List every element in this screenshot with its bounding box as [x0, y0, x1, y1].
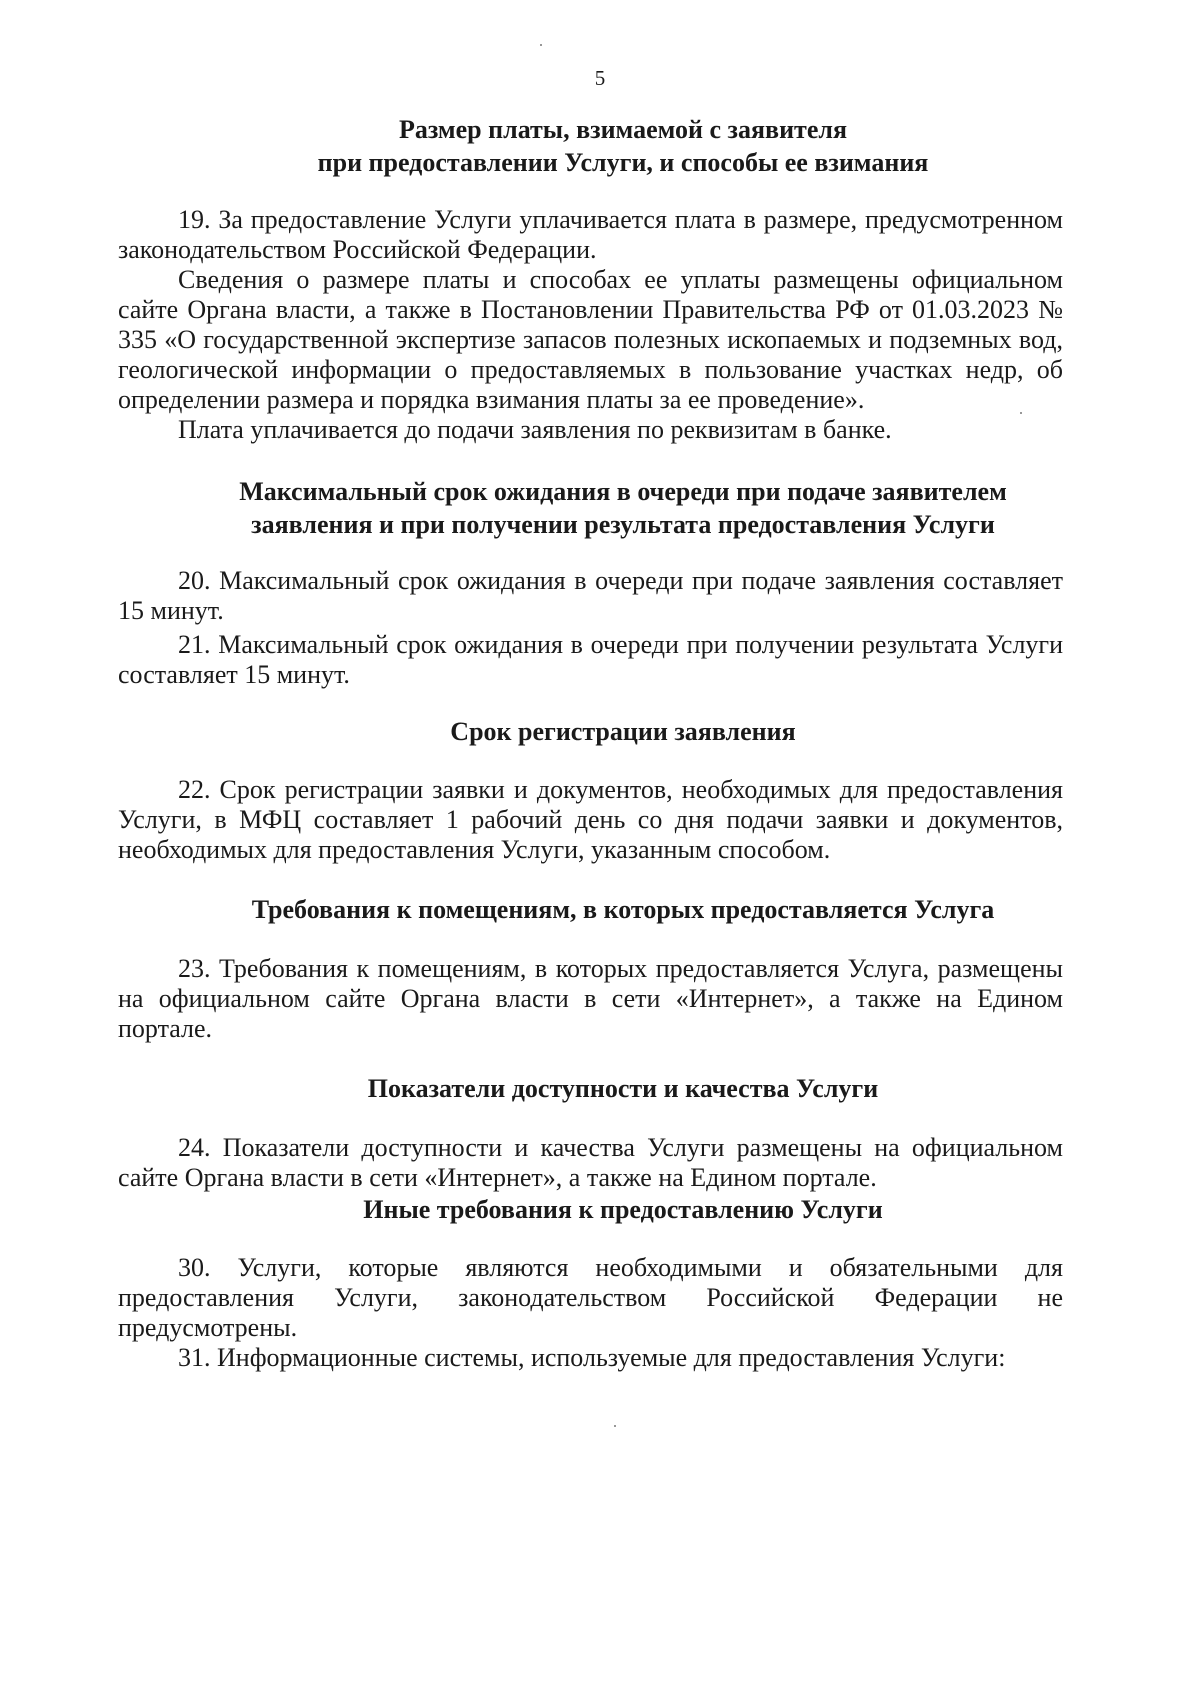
heading-line: заявления и при получении результата предоставления Услуги — [251, 510, 995, 539]
paragraph: 30. Услуги, которые являются необходимыми и обязательными для предоставления Услуги, законодательством Российской Федерации не предусмотрены. — [118, 1253, 1063, 1342]
section-heading-quality — [118, 1072, 1128, 1105]
heading-line: Показатели доступности и качества Услуги — [367, 1074, 879, 1103]
heading-line: Размер платы, взимаемой с заявителя — [398, 115, 848, 144]
scan-speck — [614, 1425, 616, 1427]
paragraph: Плата уплачивается до подачи заявления по реквизитам в банке. — [178, 415, 892, 444]
section-heading-queue-time — [118, 475, 1128, 541]
paragraph: 20. Максимальный срок ожидания в очереди при подаче заявления составляет 15 минут. — [118, 566, 1063, 625]
section-body-other-requirements — [118, 1253, 1063, 1373]
section-heading-other-requirements — [118, 1193, 1128, 1226]
heading-line: Срок регистрации заявления — [450, 717, 796, 746]
section-body-registration — [118, 775, 1063, 865]
scan-speck — [1020, 412, 1022, 414]
heading-line: Максимальный срок ожидания в очереди при подаче заявителем — [239, 477, 1007, 506]
paragraph: 19. За предоставление Услуги уплачивается плата в размере, предусмотренном законодательством Российской Федерации. — [118, 205, 1063, 264]
paragraph: 23. Требования к помещениям, в которых предоставляется Услуга, размещены на официальном сайте Органа власти в сети «Интернет», а также на Едином портале. — [118, 954, 1063, 1043]
heading-line: Иные требования к предоставлению Услуги — [363, 1195, 883, 1224]
paragraph: Сведения о размере платы и способах ее уплаты размещены официальном сайте Органа власти, а также в Постановлении Правительства РФ от 01.03.2023 № 335 «О государственной экспертизе запасов полезных ископаемых и подземных вод, геологической информации о предоставляемых в пользование участках недр, об определении размера и порядка взимания платы за ее проведение». — [118, 265, 1063, 414]
section-body-queue-time — [118, 566, 1063, 690]
section-body-quality — [118, 1133, 1063, 1193]
paragraph: 31. Информационные системы, используемые для предоставления Услуги: — [178, 1343, 1006, 1372]
section-heading-fee — [118, 113, 1128, 179]
section-heading-registration — [118, 715, 1128, 748]
heading-line: при предоставлении Услуги, и способы ее взимания — [317, 148, 929, 177]
scan-speck — [540, 44, 542, 46]
paragraph: 22. Срок регистрации заявки и документов, необходимых для предоставления Услуги, в МФЦ составляет 1 рабочий день со дня подачи заявки и документов, необходимых для предоставления Услуги, указанным способом. — [118, 775, 1063, 864]
section-heading-premises — [118, 893, 1128, 926]
paragraph: 24. Показатели доступности и качества Услуги размещены на официальном сайте Органа власти в сети «Интернет», а также на Едином портале. — [118, 1133, 1063, 1192]
section-body-premises — [118, 954, 1063, 1044]
section-body-fee — [118, 205, 1063, 445]
page-number: 5 — [594, 66, 606, 90]
heading-line: Требования к помещениям, в которых предоставляется Услуга — [251, 895, 995, 924]
paragraph: 21. Максимальный срок ожидания в очереди при получении результата Услуги составляет 15 минут. — [118, 630, 1063, 689]
